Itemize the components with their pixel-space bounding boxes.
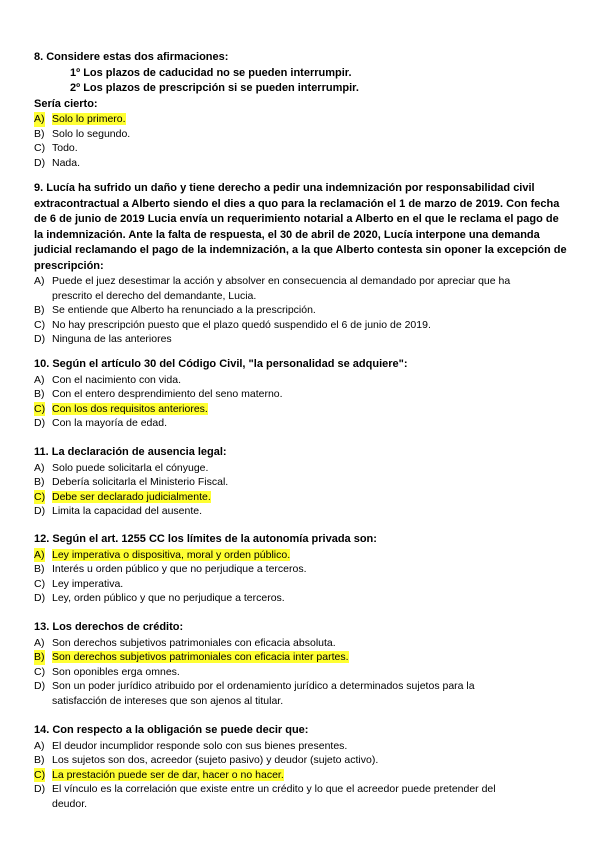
option-text: Con el entero desprendimiento del seno materno. (52, 388, 283, 400)
question-13 (34, 620, 570, 708)
question-9-line: la indemnización. Ante la falta de respuesta, el 30 de abril de 2020, Lucía interpone una demanda (34, 228, 540, 241)
question-11-options (34, 461, 570, 519)
question-9-line: judicial reclamando el pago de la indemnización, a la que Alberto contesta sin oponer la excepción de (34, 244, 567, 256)
option-letter: D) (34, 783, 46, 795)
option-text: La prestación puede ser de dar, hacer o no hacer. (52, 768, 284, 781)
option-text: El deudor incumplidor responde solo con sus bienes presentes. (52, 739, 348, 752)
option-text: Son oponibles erga omnes. (52, 665, 180, 678)
question-12-option-a[interactable] (34, 548, 570, 563)
question-11-option-a[interactable] (34, 461, 570, 476)
option-text: Son derechos subjetivos patrimoniales con eficacia inter partes. (52, 651, 349, 663)
question-8-options (34, 112, 570, 170)
option-text: Son un poder jurídico atribuido por el ordenamiento jurídico a determinados sujetos para la (52, 680, 475, 692)
option-letter: C) (34, 142, 46, 154)
option-letter: A) (34, 275, 45, 287)
option-text: Limita la capacidad del ausente. (52, 505, 203, 517)
option-letter: A) (34, 739, 45, 752)
question-11-title: 11. La declaración de ausencia legal: (34, 446, 227, 458)
question-10-option-d[interactable] (34, 416, 570, 431)
question-10-title: 10. Según el artículo 30 del Código Civil, "la personalidad se adquiere": (34, 358, 408, 370)
option-letter: D) (34, 156, 46, 169)
question-13-option-b[interactable] (34, 650, 570, 665)
question-9-option-d[interactable] (34, 332, 570, 347)
question-9-stem (34, 181, 570, 274)
option-letter: D) (34, 417, 46, 429)
question-13-title: 13. Los derechos de crédito: (34, 621, 184, 633)
option-letter: B) (34, 388, 45, 400)
question-9-option-c[interactable] (34, 318, 570, 333)
option-text: Debe ser declarado judicialmente. (52, 490, 211, 503)
option-text: Ley imperativa. (52, 577, 124, 590)
option-text: Solo lo primero. (52, 113, 126, 125)
question-8-option-b[interactable] (34, 127, 570, 142)
option-letter: B) (34, 563, 45, 575)
option-letter: C) (34, 490, 46, 503)
option-letter: C) (34, 665, 46, 678)
question-9-option-a[interactable] (34, 274, 570, 303)
option-letter: D) (34, 505, 46, 517)
option-text: Con la mayoría de edad. (52, 417, 167, 429)
question-14-option-b[interactable] (34, 753, 570, 768)
question-9-line: extracontractual a Alberto siendo el dies a quo para la reclamación el 1 de marzo de 2019. Con fecha (34, 197, 560, 210)
option-text: No hay prescripción puesto que el plazo quedó suspendido el 6 de junio de 2019. (52, 318, 431, 331)
question-10-option-b[interactable] (34, 387, 570, 402)
option-letter: C) (34, 402, 46, 415)
option-text: El vínculo es la correlación que existe entre un crédito y lo que el acreedor puede pretender del (52, 783, 496, 795)
question-8-stem (34, 50, 570, 112)
option-letter: A) (34, 636, 45, 649)
question-9-option-b[interactable] (34, 303, 570, 318)
option-letter: B) (34, 127, 45, 140)
question-12 (34, 532, 570, 606)
question-9 (34, 181, 570, 347)
option-text: Interés u orden público y que no perjudique a terceros. (52, 563, 307, 575)
question-13-option-c[interactable] (34, 665, 570, 680)
option-letter: D) (34, 333, 46, 345)
option-text: Con los dos requisitos anteriores. (52, 402, 208, 415)
option-text: Ninguna de las anteriores (52, 333, 172, 345)
question-12-option-b[interactable] (34, 562, 570, 577)
question-12-option-d[interactable] (34, 591, 570, 606)
option-text: Todo. (52, 142, 78, 154)
option-letter: B) (34, 476, 45, 488)
question-10 (34, 357, 570, 431)
question-11 (34, 445, 570, 519)
question-10-option-c[interactable] (34, 402, 570, 417)
question-8-option-d[interactable] (34, 156, 570, 171)
question-14-title: 14. Con respecto a la obligación se puede decir que: (34, 724, 309, 736)
question-11-option-b[interactable] (34, 475, 570, 490)
option-text: Solo puede solicitarla el cónyuge. (52, 461, 209, 474)
question-13-options (34, 636, 570, 709)
question-14 (34, 723, 570, 811)
option-text: Debería solicitarla el Ministerio Fiscal. (52, 476, 229, 488)
option-letter: D) (34, 680, 46, 692)
question-8-title: 8. Considere estas dos afirmaciones: (34, 51, 229, 63)
option-letter: A) (34, 548, 45, 561)
question-11-option-c[interactable] (34, 490, 570, 505)
question-12-option-c[interactable] (34, 577, 570, 592)
question-12-options (34, 548, 570, 606)
question-14-option-c[interactable] (34, 768, 570, 783)
question-14-options (34, 739, 570, 812)
question-9-options (34, 274, 570, 347)
question-8-option-c[interactable] (34, 141, 570, 156)
option-text: satisfacción de intereses que son ajenos al titular. (52, 694, 284, 707)
question-8-statement-1: 1º Los plazos de caducidad no se pueden interrumpir. (70, 66, 352, 79)
option-letter: A) (34, 461, 45, 474)
question-12-title: 12. Según el art. 1255 CC los límites de la autonomía privada son: (34, 533, 377, 545)
option-letter: A) (34, 113, 45, 125)
option-text: prescrito el derecho del demandante, Lucia. (52, 289, 257, 302)
option-text: Nada. (52, 156, 81, 169)
option-text: Puede el juez desestimar la acción y absolver en consecuencia al demandado por apreciar que ha (52, 275, 511, 287)
option-text: Se entiende que Alberto ha renunciado a la prescripción. (52, 304, 316, 316)
option-text: Ley, orden público y que no perjudique a terceros. (52, 592, 285, 604)
question-13-option-a[interactable] (34, 636, 570, 651)
option-letter: C) (34, 577, 46, 590)
option-letter: B) (34, 651, 45, 663)
question-11-option-d[interactable] (34, 504, 570, 519)
option-letter: D) (34, 592, 46, 604)
question-9-line: prescripción: (34, 259, 104, 272)
option-text: Solo lo segundo. (52, 127, 131, 140)
question-9-line: 9. Lucía ha sufrido un daño y tiene derecho a pedir una indemnización por responsabilidad civil (34, 182, 535, 194)
question-9-line: de 6 de junio de 2019 Lucia envía un requerimiento notarial a Alberto en el que le reclama el pago de (34, 213, 559, 225)
option-letter: A) (34, 373, 45, 386)
option-text: deudor. (52, 797, 88, 810)
question-8-prompt: Sería cierto: (34, 97, 98, 110)
option-text: Son derechos subjetivos patrimoniales con eficacia absoluta. (52, 636, 336, 649)
question-10-option-a[interactable] (34, 373, 570, 388)
question-13-option-d[interactable] (34, 679, 570, 708)
question-8 (34, 50, 570, 170)
option-letter: B) (34, 754, 45, 766)
question-8-option-a[interactable] (34, 112, 570, 127)
option-letter: C) (34, 768, 46, 781)
option-text: Ley imperativa o dispositiva, moral y orden público. (52, 548, 291, 561)
option-text: Los sujetos son dos, acreedor (sujeto pasivo) y deudor (sujeto activo). (52, 754, 379, 766)
question-8-statement-2: 2º Los plazos de prescripción si se pueden interrumpir. (70, 82, 359, 94)
option-text: Con el nacimiento con vida. (52, 373, 181, 386)
option-letter: C) (34, 318, 46, 331)
question-14-option-d[interactable] (34, 782, 570, 811)
question-14-option-a[interactable] (34, 739, 570, 754)
question-10-options (34, 373, 570, 431)
option-letter: B) (34, 304, 45, 316)
